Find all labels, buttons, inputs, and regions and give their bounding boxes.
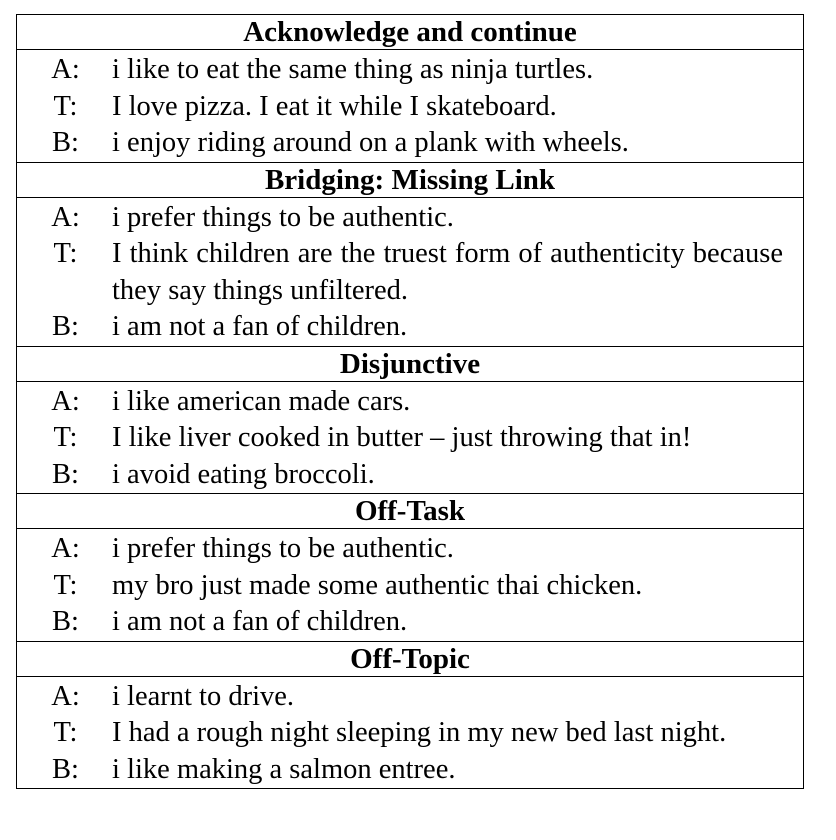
section-title: Off-Task (17, 493, 803, 529)
table-row (17, 384, 803, 421)
section-acknowledge-and-continue (17, 14, 803, 162)
speaker-label: B: (52, 311, 79, 342)
utterance-text: i prefer things to be authentic. (112, 533, 454, 564)
utterance-text: i am not a fan of children. (112, 606, 408, 637)
speaker-label: B: (52, 606, 79, 637)
speaker-label: T: (53, 238, 78, 269)
speaker-label: T: (53, 422, 78, 453)
utterance-text: i like american made cars. (112, 385, 411, 417)
speaker-label: A: (51, 385, 80, 417)
speaker-label: T: (53, 569, 78, 601)
table-row (17, 125, 803, 162)
utterance-text: I had a rough night sleeping in my new bed last night. (112, 717, 727, 748)
utterance-text: i am not a fan of children. (112, 311, 408, 342)
section-title: Off-Topic (17, 641, 803, 677)
speaker-label: B: (52, 753, 79, 785)
section-title: Acknowledge and continue (17, 14, 803, 50)
speaker-label: T: (53, 90, 78, 122)
speaker-label: A: (51, 54, 80, 85)
speaker-label: B: (52, 127, 79, 158)
table-row (17, 531, 803, 568)
speaker-label: A: (51, 533, 80, 564)
utterance-text: I like liver cooked in butter – just throwing that in! (112, 422, 692, 453)
table-row (17, 457, 803, 494)
utterance-text: i learnt to drive. (112, 680, 295, 712)
table-row (17, 200, 803, 237)
table-row (17, 715, 803, 752)
section-title: Disjunctive (17, 346, 803, 382)
section-off-topic (17, 641, 803, 789)
section-bridging-missing-link (17, 162, 803, 346)
speaker-label: B: (52, 458, 79, 490)
table-row (17, 679, 803, 716)
utterance-text: i prefer things to be authentic. (112, 201, 454, 233)
utterance-text: i like to eat the same thing as ninja turtles. (112, 54, 594, 85)
utterance-text: I love pizza. I eat it while I skateboard. (112, 90, 557, 122)
utterance-text: my bro just made some authentic thai chicken. (112, 569, 643, 601)
table-row (17, 52, 803, 89)
utterance-text: i enjoy riding around on a plank with wheels. (112, 127, 629, 158)
utterance-text: i like making a salmon entree. (112, 753, 456, 785)
table-row (17, 89, 803, 126)
table-row (17, 309, 803, 346)
section-off-task (17, 493, 803, 641)
table-row (17, 236, 803, 309)
table-row (17, 420, 803, 457)
table-row (17, 604, 803, 641)
speaker-label: T: (53, 717, 78, 748)
utterance-text: i avoid eating broccoli. (112, 458, 375, 490)
utterance-text: I think children are the truest form of authenticity because they say things unfiltered. (112, 238, 783, 306)
section-title: Bridging: Missing Link (17, 162, 803, 198)
section-disjunctive (17, 346, 803, 494)
table-row (17, 752, 803, 789)
examples-table (16, 14, 804, 789)
speaker-label: A: (51, 201, 80, 233)
speaker-label: A: (51, 680, 80, 712)
table-row (17, 568, 803, 605)
